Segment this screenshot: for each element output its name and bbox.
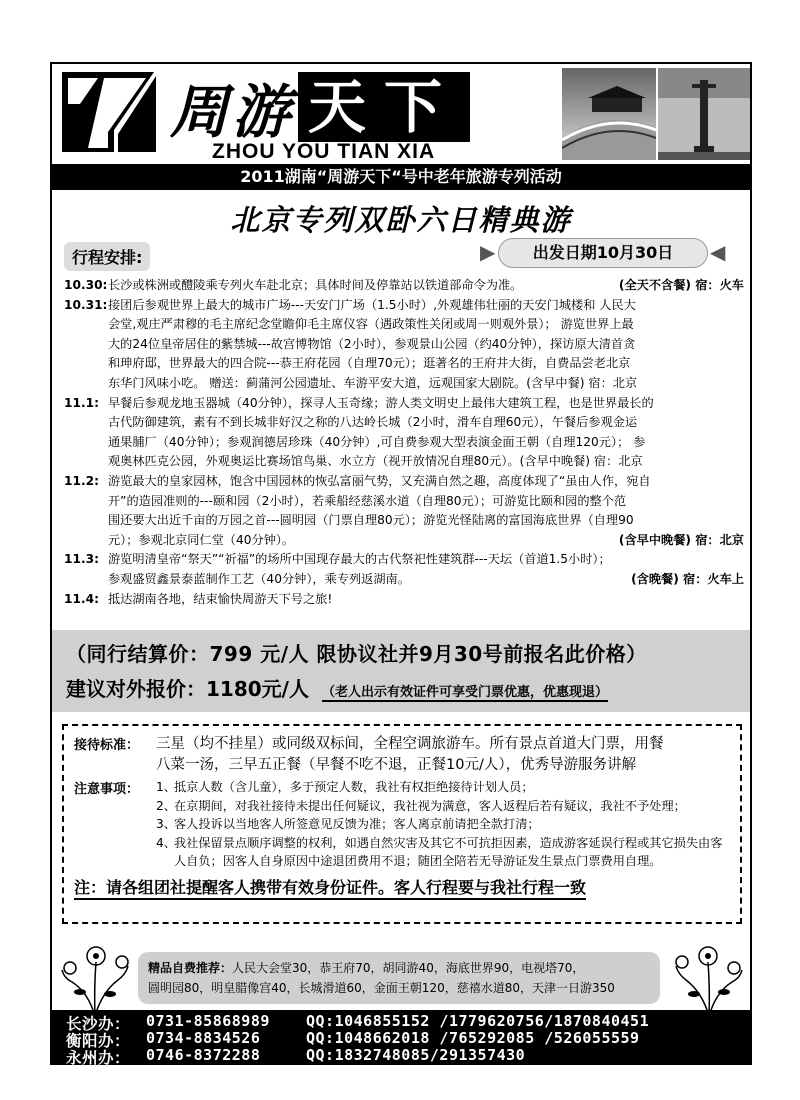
list-item: 3、 客人投诉以当地客人所签意见反馈为准；客人离京前请把全款打清； (156, 817, 540, 831)
office-phone: 0746-8372288 (146, 1046, 261, 1064)
itinerary (64, 276, 744, 609)
recommend-label: 精品自费推荐： (148, 961, 233, 975)
office-phone: 0731-85868989 (146, 1012, 270, 1030)
day-line: 东华门风味小吃。 赠送：蓟蒲河公园遗址、车游平安大道，远观国家大剧院。(含早中餐) 宿：北京 (108, 375, 638, 390)
attention-section (74, 778, 730, 871)
brand-title-en: ZHOU YOU TIAN XIA (212, 140, 436, 163)
arrow-right-icon: ◀ (710, 240, 726, 264)
day-date: 11.2: (64, 473, 99, 488)
contact-band (52, 1010, 750, 1067)
itinerary-label: 行程安排: (64, 242, 150, 271)
day-line: 抵达湖南各地，结束愉快周游天下号之旅! (108, 591, 333, 606)
logo-icon (58, 68, 158, 154)
standard-line: 八菜一汤，三早五正餐（早餐不吃不退，正餐10元/人），优秀导游服务讲解 (156, 757, 637, 773)
day-line: 围还要大出近千亩的万园之首---圆明园（门票自理80元）；游览光怪陆离的富国海底世界（自理90 (108, 513, 634, 528)
day-date: 10.30: (64, 278, 108, 292)
attention-label: 注意事项： (74, 782, 140, 797)
office-qq: QQ:1046855152 /1779620756/1870840451 (306, 1012, 650, 1030)
day-line: 大的24位皇帝居住的紫禁城---故宫博物馆（2小时），参观景山公园（约40分钟），探访原大清首贪 (108, 336, 636, 351)
contact-row (66, 1046, 525, 1068)
day-line: 游览明清皇帝“祭天”“祈福”的场所中国现存最大的古代祭祀性建筑群---天坛（首道1.5小时）； (108, 552, 611, 567)
day-line: 参观盛贸鑫景泰蓝制作工艺（40分钟），乘专列返湖南。 (108, 571, 410, 586)
price-band (52, 630, 750, 712)
brand-title-part1: 周游 (170, 78, 295, 146)
optional-activities-box (138, 952, 660, 1004)
day-date: 11.1: (64, 395, 99, 410)
day-date: 11.3: (64, 552, 99, 567)
day-line: 古代防御建筑，素有不到长城非好汉之称的八达岭长城（2小时，滑车自理60元），午餐后参观金运 (108, 415, 638, 430)
day-date: 11.4: (64, 591, 99, 606)
standard-line: 三星（均不挂星）或同级双标间，全程空调旅游车。所有景点首道大门票，用餐 (156, 736, 664, 752)
arrow-left-icon: ▶ (480, 240, 496, 264)
day-line: 观奥林匹克公园，外观奥运比赛场馆鸟巢、水立方（视开放情况自理80元）。(含早中晚餐) 宿：北京 (108, 454, 643, 469)
recommend-line: 圆明园80，明皇腊像宫40，长城滑道60，金面王朝120，慈禧水道80，天津一日游350 (148, 981, 615, 995)
list-item: 1、 抵京人数（含儿童），多于预定人数，我社有权拒绝接待计划人员； (156, 780, 534, 794)
retail-price (66, 673, 608, 702)
day-meal-lodging: (全天不含餐) 宿：火车 (618, 278, 744, 292)
day-line: 早餐后参观龙地玉器城（40分钟），探寻人玉奇缘；游人类文明史上最伟大建筑工程，也是世界最长的 (108, 395, 654, 410)
day-line: 元）；参观北京同仁堂（40分钟）。 (108, 532, 295, 547)
flower-ornament-icon (58, 932, 132, 1018)
departure-date-badge: 出发日期10月30日 (498, 238, 708, 268)
office-name: 长沙办： (66, 1015, 131, 1033)
brand-title (170, 72, 570, 146)
itinerary-day (64, 276, 744, 296)
tour-title: 北京专列双卧六日精典游 (230, 203, 572, 237)
day-line: 接团后参观世界上最大的城市广场---天安门广场（1.5小时）,外观雄伟壮丽的天安门城楼和 人民大 (108, 297, 636, 312)
day-date: 10.31: (64, 297, 108, 312)
attention-list (156, 778, 730, 871)
discount-note: （老人出示有效证件可享受门票优惠，优惠现退） (321, 685, 608, 700)
office-name: 衡阳办： (66, 1032, 131, 1050)
standard-label: 接待标准： (74, 738, 140, 753)
itinerary-day (64, 394, 744, 472)
trade-price: （同行结算价：799 元/人 限协议社并9月30号前报名此价格） (66, 642, 647, 666)
office-name: 永州办： (66, 1049, 131, 1067)
itinerary-day (64, 472, 744, 550)
day-line: 游览最大的皇家园林，饱含中国园林的恢弘富丽气势，又充满自然之趣，高度体现了“虽由人作，宛自 (108, 473, 651, 488)
itinerary-day (64, 550, 744, 589)
monument-photo (658, 68, 750, 160)
retail-price-text: 建议对外报价：1180元/人 (66, 677, 309, 701)
day-line: 和珅府邸，世界最大的四合院---恭王府花园（自理70元）；逛著名的王府井大街，自费品尝老北京 (108, 356, 631, 371)
list-item: 4、 我社保留景点顺序调整的权利，如遇自然灾害及其它不可抗拒因素，造成游客延误行程或其它损失由客人自负；因客人自身原因中途退团费用不退；随团全陪若无导游证发生景点门票费用自理。 (156, 835, 723, 868)
day-line: 会堂,观庄严肃穆的毛主席纪念堂瞻仰毛主席仪容（遇政策性关闭或周一则观外景）； 游览世界上最 (108, 317, 634, 332)
service-standard (74, 734, 730, 776)
office-qq: QQ:1048662018 /765292085 /526055559 (306, 1029, 640, 1047)
day-line: 通果脯厂（40分钟）；参观润德居珍珠（40分钟）,可自费参观大型表演金面王朝（自理120元）； 参 (108, 434, 646, 449)
brand-title-part2: 天下 (298, 72, 470, 142)
itinerary-day (64, 296, 744, 394)
day-meal-lodging: (含晚餐) 宿：火车上 (631, 571, 744, 586)
office-phone: 0734-8834526 (146, 1029, 261, 1047)
list-item: 2、 在京期间，对我社接待未提出任何疑议，我社视为满意，客人返程后若有疑议，我社不予处理； (156, 798, 686, 813)
terms-box (62, 724, 742, 924)
office-qq: QQ:1832748085/291357430 (306, 1046, 526, 1064)
flyer (50, 62, 752, 1065)
itinerary-day (64, 590, 744, 610)
event-banner: 2011湖南“周游天下“号中老年旅游专列活动 (52, 164, 750, 190)
day-meal-lodging: (含早中晚餐) 宿：北京 (618, 532, 744, 547)
id-warning: 注：请各组团社提醒客人携带有效身份证件。客人行程要与我社行程一致 (74, 875, 586, 900)
recommend-line: 人民大会堂30，恭王府70，胡同游40，海底世界90，电视塔70， (232, 961, 585, 975)
day-line: 开”的造园准则的---颐和园（2小时），若乘船经慈溪水道（自理80元）；可游览比颐和园的整个范 (108, 493, 627, 508)
day-line: 长沙或株洲或醴陵乘专列火车赴北京；具体时间及停靠站以铁道部命令为准。 (108, 278, 523, 292)
flower-ornament-icon (672, 932, 746, 1018)
bridge-photo (562, 68, 656, 160)
